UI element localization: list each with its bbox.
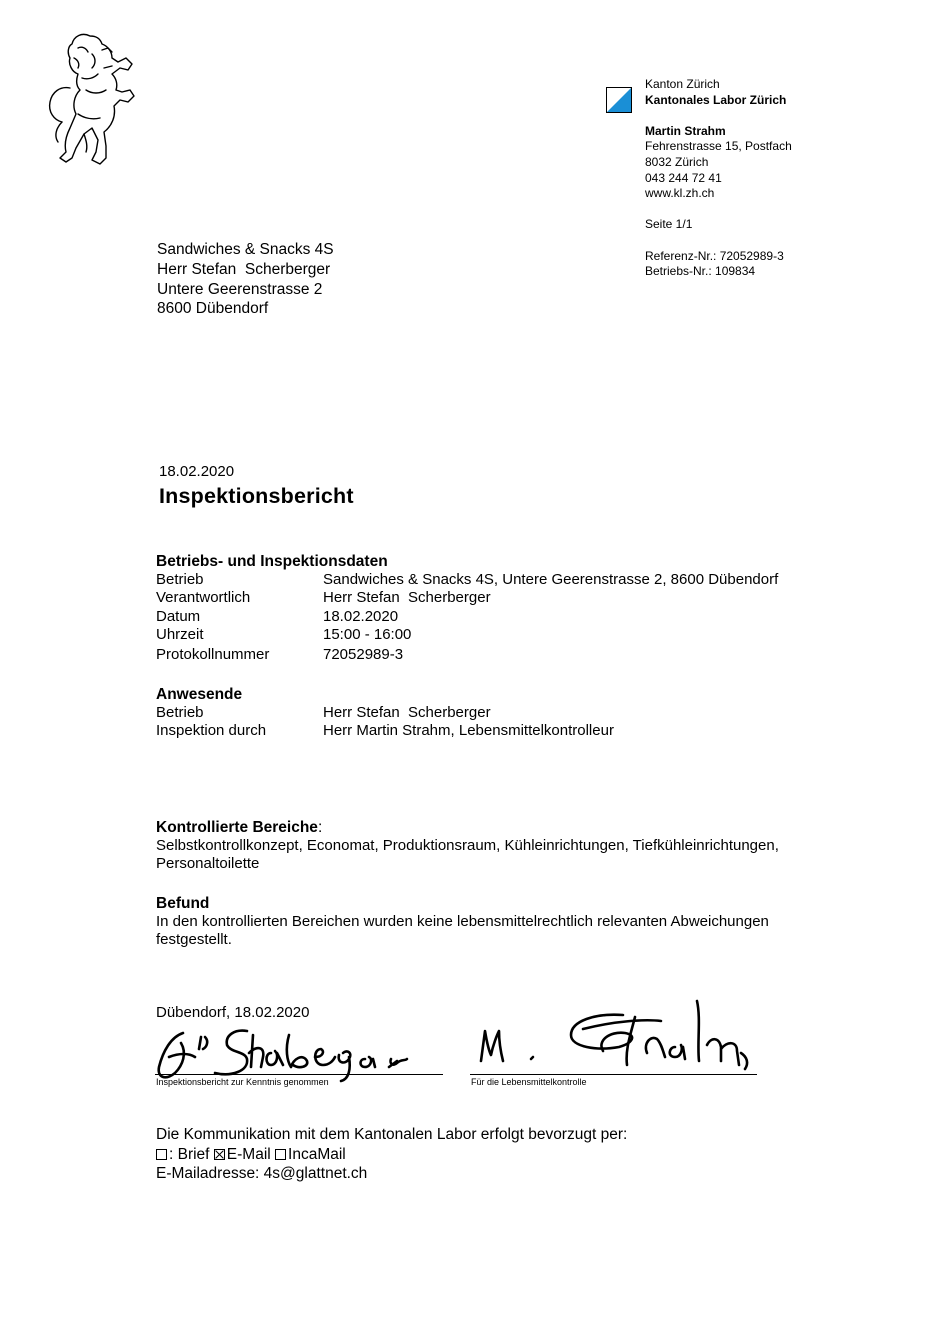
inspection-data-heading: Betriebs- und Inspektionsdaten [156,553,388,570]
place-date: Dübendorf, 18.02.2020 [156,1004,310,1021]
areas-heading [156,818,826,837]
inspection-data-section [156,552,856,664]
email-address: E-Mailadresse: 4s@glattnet.ch [156,1165,368,1182]
brief-checkbox[interactable] [156,1149,167,1160]
data-row [156,722,856,740]
finding-heading: Befund [156,895,210,912]
signature-area [153,995,813,1095]
data-row [156,589,856,607]
right-signature [475,995,805,1079]
data-row [156,608,856,626]
sender-phone: 043 244 72 41 [645,170,722,185]
right-signature-line [470,1074,757,1075]
reference-number: Referenz-Nr.: 72052989-3 [645,248,784,263]
data-row [156,646,856,664]
page-number: Seite 1/1 [645,217,693,232]
incamail-label: IncaMail [288,1145,346,1163]
recipient-address [157,240,334,319]
row-value: Sandwiches & Snacks 4S, Untere Geerenstrasse 2, 8600 Dübendorf [323,571,779,588]
document-title: Inspektionsbericht [159,484,354,508]
row-label: Protokollnummer [156,646,270,664]
communication-options [156,1145,627,1165]
office-name: Kantonales Labor Zürich [645,92,787,107]
areas-text: Selbstkontrollkonzept, Economat, Produktionsraum, Kühleinrichtungen, Tiefkühleinrichtungen, Personaltoilette [156,837,779,873]
areas-section [156,818,826,874]
row-value: 72052989-3 [323,646,404,664]
sender-website[interactable]: www.kl.zh.ch [645,186,715,201]
brief-label: : Brief [169,1145,210,1163]
finding-text: In den kontrollierten Bereichen wurden keine lebensmittelrechtlich relevanten Abweichungen festgestellt. [156,913,769,949]
spacer [645,108,926,124]
row-label: Datum [156,607,201,625]
spacer [645,202,926,218]
row-value: Herr Stefan Scherberger [323,704,491,721]
recipient-company: Sandwiches & Snacks 4S [157,241,334,258]
finding-section [156,894,816,950]
row-label: Inspektion durch [156,722,267,740]
communication-section [156,1125,627,1184]
zurich-flag-icon [606,87,632,113]
incamail-checkbox[interactable] [275,1149,286,1160]
recipient-person: Herr Stefan Scherberger [157,260,331,278]
zurich-lion-logo [42,28,148,170]
email-label: E-Mail [226,1145,271,1163]
data-row [156,571,856,589]
recipient-city: 8600 Dübendorf [157,300,269,318]
areas-heading-text: Kontrollierte Bereiche [156,819,318,836]
row-value: Herr Stefan Scherberger [323,589,491,607]
row-value: 18.02.2020 [323,607,399,625]
communication-intro: Die Kommunikation mit dem Kantonalen Labor erfolgt bevorzugt per: [156,1126,628,1143]
left-signature-caption: Inspektionsbericht zur Kenntnis genommen [156,1077,329,1087]
areas-heading-colon: : [317,819,323,836]
attendees-heading: Anwesende [156,686,243,703]
right-signature-caption: Für die Lebensmittelkontrolle [471,1077,587,1087]
row-label: Uhrzeit [156,625,204,643]
row-value: Herr Martin Strahm, Lebensmittelkontrolleur [323,722,614,740]
sender-street: Fehrenstrasse 15, Postfach [645,139,792,154]
data-row [156,704,856,722]
data-row [156,626,856,644]
left-signature [153,1023,453,1085]
row-label: Betrieb [156,704,204,721]
document-date: 18.02.2020 [159,463,235,480]
row-label: Verantwortlich [156,589,251,607]
spacer [645,233,926,249]
sender-block [606,77,926,280]
row-label: Betrieb [156,571,204,588]
row-value: 15:00 - 16:00 [323,625,412,643]
left-signature-line [155,1074,443,1075]
business-number: Betriebs-Nr.: 109834 [645,264,756,279]
email-checkbox[interactable] [214,1149,225,1160]
recipient-street: Untere Geerenstrasse 2 [157,280,323,298]
canton-name: Kanton Zürich [645,77,720,91]
contact-name: Martin Strahm [645,123,726,138]
attendees-section [156,685,856,741]
sender-city: 8032 Zürich [645,154,709,169]
